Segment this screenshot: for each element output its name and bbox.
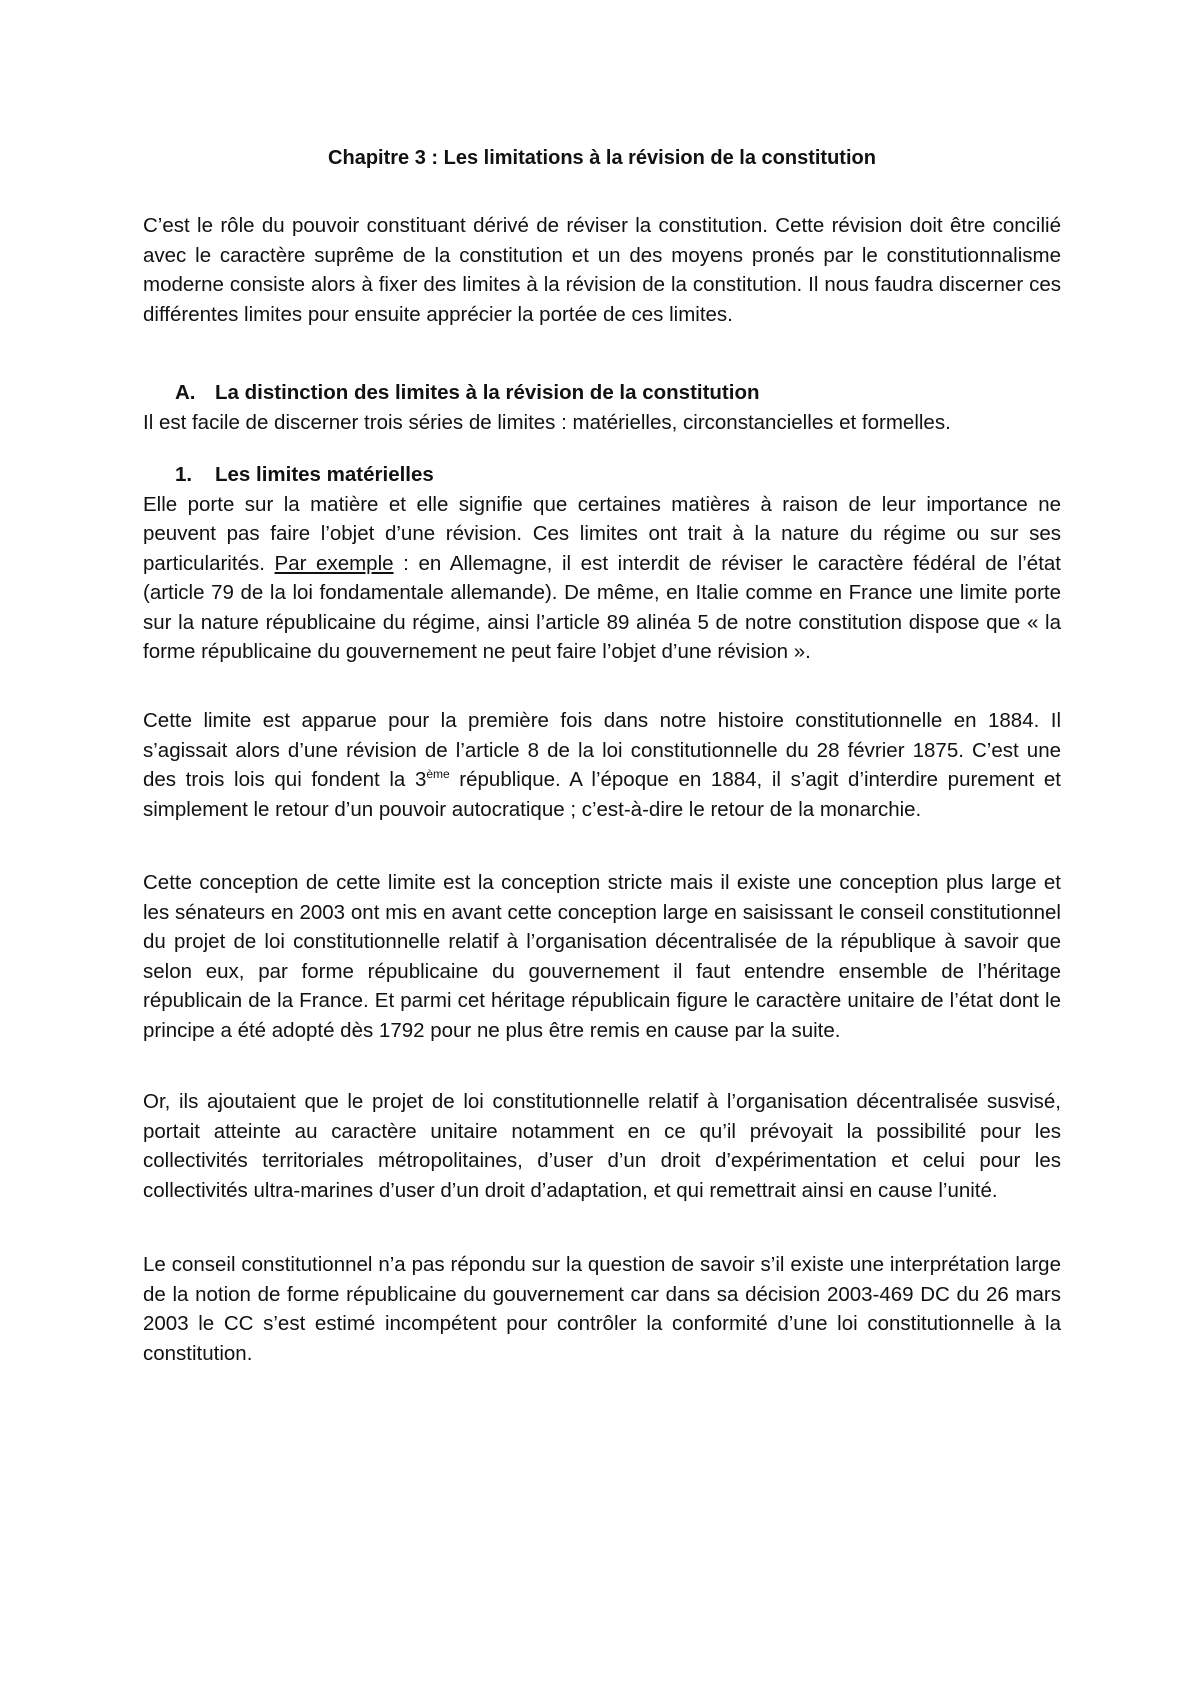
paragraph-4-block	[143, 1087, 1061, 1205]
section-1-block	[143, 460, 1061, 667]
section-a-number: A.	[175, 381, 196, 404]
section-1-paragraph-1	[143, 490, 1061, 667]
section-1-paragraph-2	[143, 706, 1061, 824]
section-a-paragraph: Il est facile de discerner trois séries de limites : matérielles, circonstancielles et formelles.	[143, 410, 951, 434]
paragraph-5-block	[143, 1250, 1061, 1368]
section-1-heading	[143, 460, 1061, 490]
document-page	[143, 0, 1061, 1698]
section-1-paragraph-4: Or, ils ajoutaient que le projet de loi constitutionnelle relatif à l’organisation décentralisée susvisé, portait atteinte au caractère unitaire notamment en ce qu’il prévoyait la possibilité pour les collectivités territoriales métropolitaines, d’user d’un droit d’expérimentation et celui pour les collectivités ultra-marines d’user d’un droit d’adaptation, et qui remettrait ainsi en cause l’unité.	[143, 1090, 1061, 1202]
page-title: Chapitre 3 : Les limitations à la révision de la constitution	[328, 147, 876, 169]
p1-text-start: Elle porte sur la matière et elle signifie que certaines matières à raison de leur importance ne peuvent pas faire l’objet d’une révision. Ces limites ont trait à la nature du régime ou sur ses particularités.	[143, 492, 1061, 575]
paragraph-2-block	[143, 706, 1061, 824]
section-1-paragraph-3: Cette conception de cette limite est la conception stricte mais il existe une conception plus large et les sénateurs en 2003 ont mis en avant cette conception large en saisissant le conseil constitutionnel du projet de loi constitutionnelle relatif à l’organisation décentralisée de la république à savoir que selon eux, par forme républicaine du gouvernement il faut entendre ensemble de l’héritage républicain de la France. Et parmi cet héritage républicain figure le caractère unitaire de l’état dont le principe a été adopté dès 1792 pour ne plus être remis en cause par la suite.	[143, 871, 1061, 1042]
example-label: Par exemple	[274, 551, 394, 575]
section-a-block	[143, 378, 1061, 437]
ordinal-superscript: ème	[426, 767, 450, 781]
section-a-heading	[143, 378, 1061, 408]
intro-paragraph: C’est le rôle du pouvoir constituant dérivé de réviser la constitution. Cette révision doit être concilié avec le caractère suprême de la constitution et un des moyens pronés par le constitutionnalisme moderne consiste alors à fixer des limites à la révision de la constitution. Il nous faudra discerner ces différentes limites pour ensuite apprécier la portée de ces limites.	[143, 214, 1061, 326]
paragraph-3-block	[143, 868, 1061, 1045]
section-1-title: Les limites matérielles	[215, 463, 434, 486]
section-1-paragraph-5: Le conseil constitutionnel n’a pas répondu sur la question de savoir s’il existe une interprétation large de la notion de forme républicaine du gouvernement car dans sa décision 2003-469 DC du 26 mars 2003 le CC s’est estimé incompétent pour contrôler la conformité d’une loi constitutionnelle à la constitution.	[143, 1253, 1061, 1365]
section-a-title: La distinction des limites à la révision de la constitution	[215, 381, 760, 404]
section-1-number: 1.	[175, 463, 193, 486]
p1-text-end: : en Allemagne, il est interdit de réviser le caractère fédéral de l’état (article 79 de la loi fondamentale allemande). De même, en Italie comme en France une limite porte sur la nature républicaine du régime, ainsi l’article 89 alinéa 5 de notre constitution dispose que « la forme républicaine du gouvernement ne peut faire l’objet d’une révision ».	[143, 551, 1061, 663]
intro-block	[143, 211, 1061, 329]
p2-text-end: république. A l’époque en 1884, il s’agit d’interdire purement et simplement le retour d’un pouvoir autocratique ; c’est-à-dire le retour de la monarchie.	[143, 768, 1061, 821]
p2-text-start: Cette limite est apparue pour la première fois dans notre histoire constitutionnelle en 1884. Il s’agissait alors d’une révision de l’article 8 de la loi constitutionnelle du 28 février 1875. C’est une des trois lois qui fondent la 3	[143, 709, 1061, 791]
